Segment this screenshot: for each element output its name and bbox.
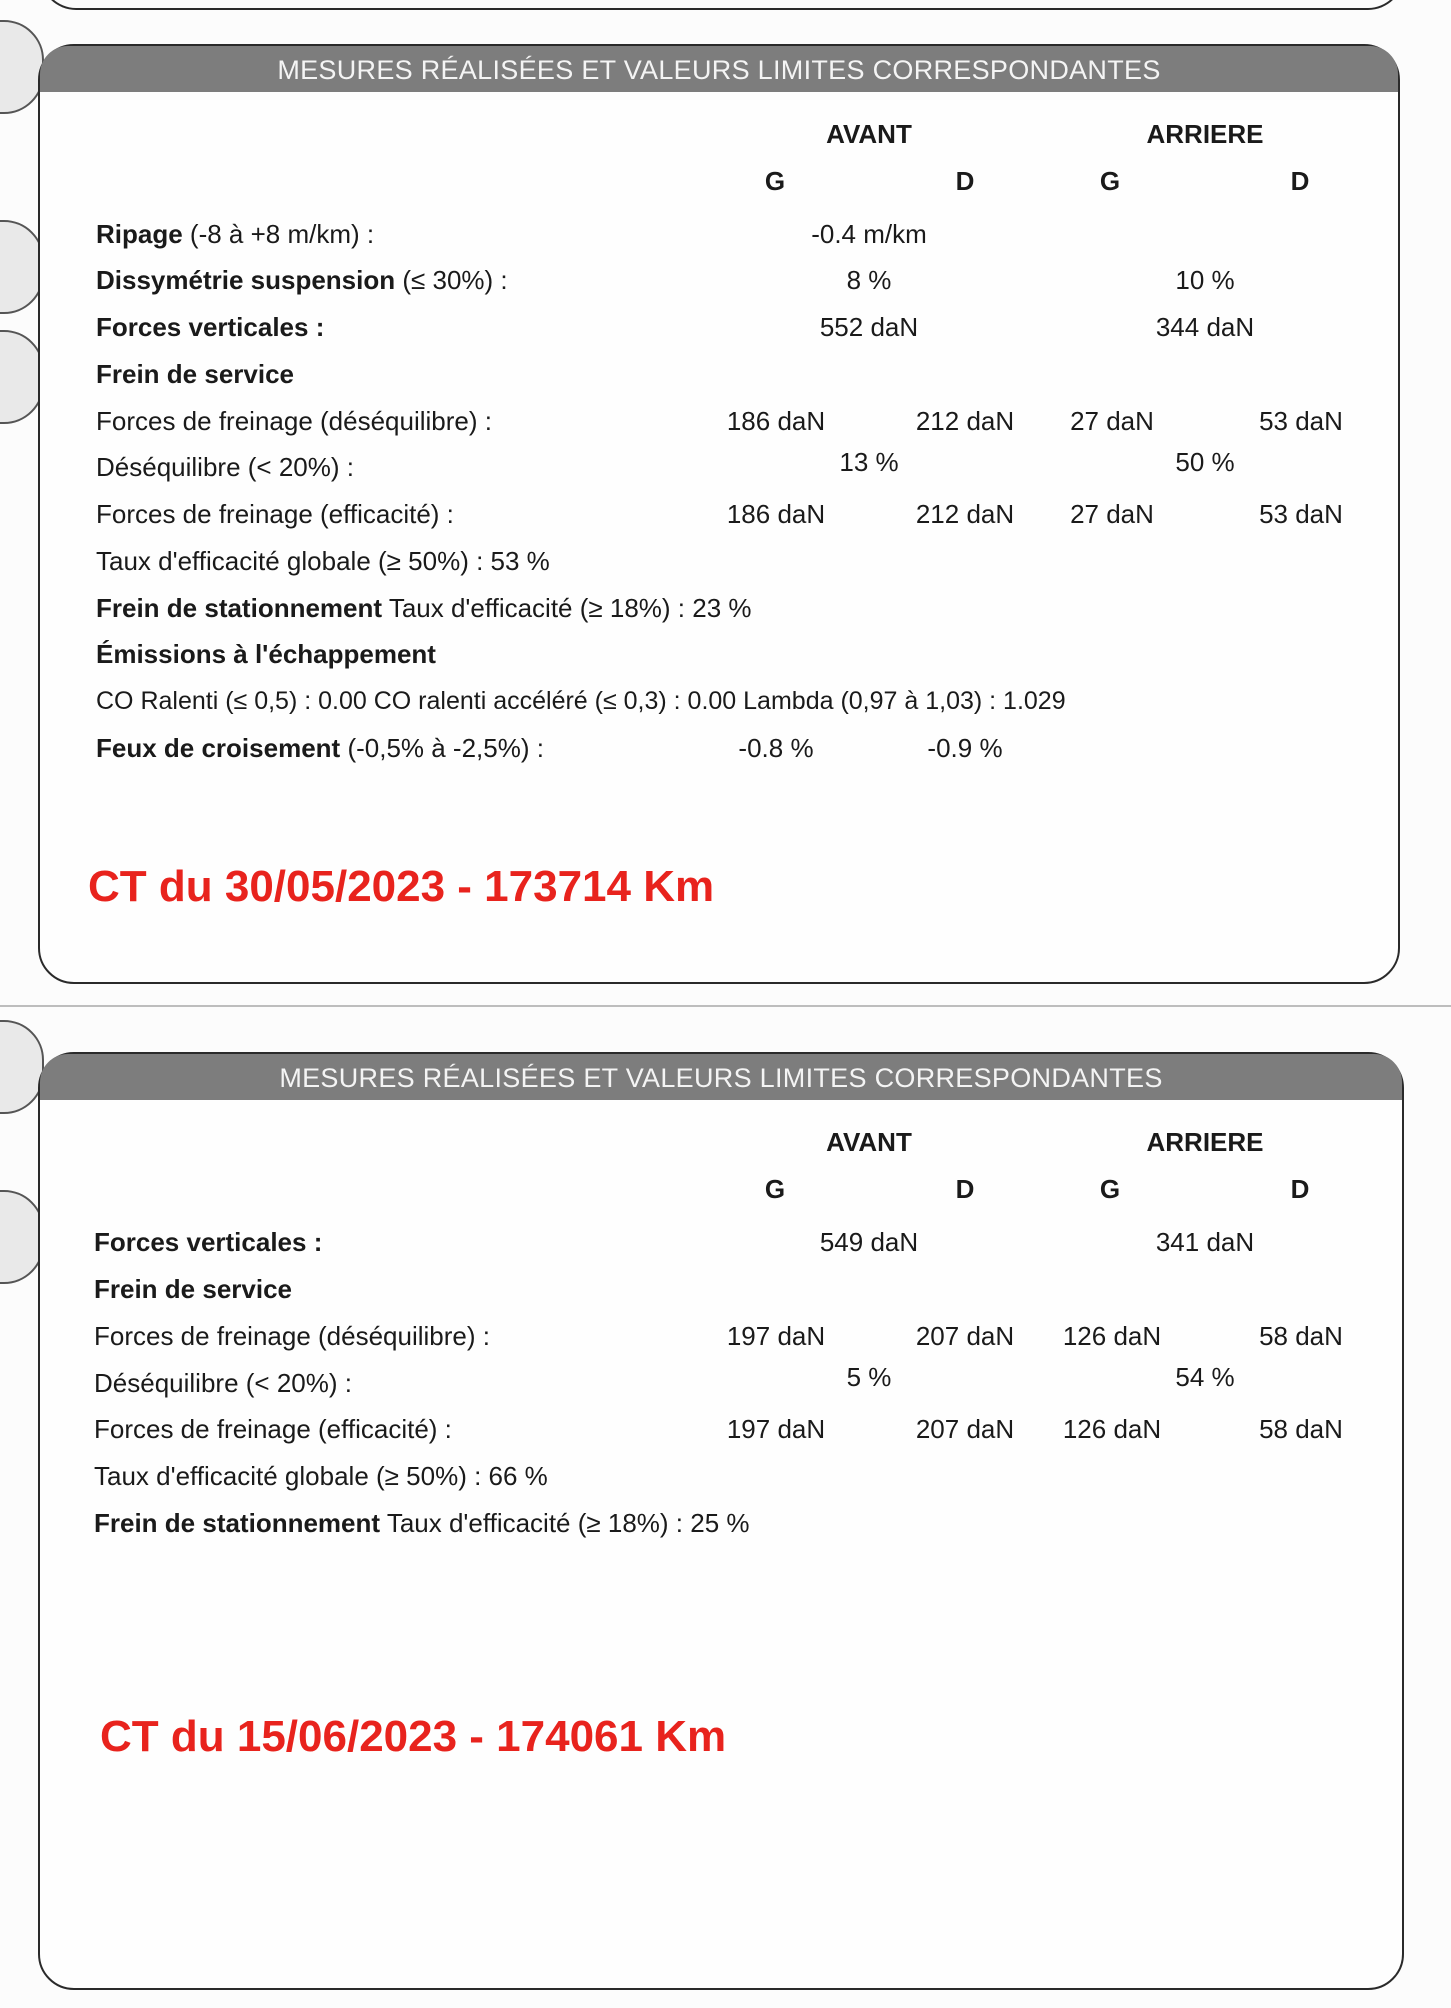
col-avant: AVANT [826,1127,912,1157]
forces-verticales-arriere: 341 daN [1155,1227,1255,1257]
col-avant: AVANT [826,119,912,149]
desequilibre-arriere: 50 % [1175,447,1235,477]
forces-freinage-eff-value: 186 daN [726,499,826,529]
forces-freinage-deseq-value: 27 daN [1070,406,1154,436]
forces-freinage-deseq-value: 126 daN [1062,1321,1162,1351]
dissymetrie-arriere: 10 % [1175,265,1235,295]
col-arriere: ARRIERE [1146,119,1264,149]
ripage-row [96,218,374,250]
dissymetrie-avant: 8 % [846,265,892,295]
ripage-label: Ripage [96,219,183,249]
desequilibre-label: Déséquilibre (< 20%) : [94,1368,352,1398]
feux-croisement-row [96,732,544,764]
forces-freinage-deseq-value: 58 daN [1259,1321,1343,1351]
desequilibre-avant: 13 % [839,447,899,477]
forces-verticales-label: Forces verticales : [94,1227,323,1257]
forces-verticales-label: Forces verticales : [96,312,325,342]
feux-croisement-limit: (-0,5% à -2,5%) : [347,733,544,763]
forces-freinage-deseq-value: 197 daN [726,1321,826,1351]
taux-efficacite-globale: Taux d'efficacité globale (≥ 50%) : 66 % [94,1461,548,1491]
forces-freinage-eff-value: 58 daN [1259,1414,1343,1444]
col-arriere: ARRIERE [1146,1127,1264,1157]
forces-freinage-eff-value: 53 daN [1259,499,1343,529]
forces-freinage-eff-value: 207 daN [915,1414,1015,1444]
forces-freinage-eff-value: 212 daN [915,499,1015,529]
feux-croisement-left: -0.8 % [738,733,814,763]
forces-freinage-deseq-label: Forces de freinage (déséquilibre) : [94,1321,490,1351]
frein-stationnement-row [94,1507,750,1539]
col-avant-g: G [764,166,786,196]
ct-date-stamp: CT du 15/06/2023 - 174061 Km [100,1712,727,1761]
emissions-label: Émissions à l'échappement [96,639,436,669]
forces-verticales-avant: 552 daN [819,312,919,342]
col-avant-d: D [955,166,975,196]
col-arriere-d: D [1290,166,1310,196]
col-arriere-d: D [1290,1174,1310,1204]
col-avant-d: D [955,1174,975,1204]
scan-divider [0,1005,1451,1007]
emissions-values: CO Ralenti (≤ 0,5) : 0.00 CO ralenti accéléré (≤ 0,3) : 0.00 Lambda (0,97 à 1,03) : 1.029 [96,687,1066,715]
frein-stationnement-label: Frein de stationnement [96,593,383,623]
frein-service-label: Frein de service [94,1274,292,1304]
frein-stationnement-row [96,592,752,624]
ct-date-stamp: CT du 30/05/2023 - 173714 Km [88,862,715,911]
ripage-limit: (-8 à +8 m/km) : [189,219,375,249]
forces-freinage-deseq-value: 186 daN [726,406,826,436]
feux-croisement-label: Feux de croisement [96,733,341,763]
feux-croisement-right: -0.9 % [927,733,1003,763]
col-arriere-g: G [1099,1174,1121,1204]
forces-verticales-arriere: 344 daN [1155,312,1255,342]
frein-stationnement-value: Taux d'efficacité (≥ 18%) : 23 % [388,593,752,623]
forces-freinage-eff-value: 197 daN [726,1414,826,1444]
forces-freinage-deseq-value: 207 daN [915,1321,1015,1351]
col-avant-g: G [764,1174,786,1204]
dissymetrie-label: Dissymétrie suspension [96,265,396,295]
forces-freinage-eff-value: 27 daN [1070,499,1154,529]
forces-freinage-deseq-value: 53 daN [1259,406,1343,436]
desequilibre-label: Déséquilibre (< 20%) : [96,452,354,482]
dissymetrie-limit: (≤ 30%) : [402,265,508,295]
forces-freinage-deseq-value: 212 daN [915,406,1015,436]
forces-freinage-eff-value: 126 daN [1062,1414,1162,1444]
dissymetrie-row [96,264,508,296]
report-header: MESURES RÉALISÉES ET VALEURS LIMITES CORRESPONDANTES [40,46,1398,92]
forces-freinage-eff-label: Forces de freinage (efficacité) : [94,1414,452,1444]
forces-freinage-deseq-label: Forces de freinage (déséquilibre) : [96,406,492,436]
forces-freinage-eff-label: Forces de freinage (efficacité) : [96,499,454,529]
frein-stationnement-label: Frein de stationnement [94,1508,381,1538]
desequilibre-avant: 5 % [846,1362,892,1392]
frein-service-label: Frein de service [96,359,294,389]
col-arriere-g: G [1099,166,1121,196]
frein-stationnement-value: Taux d'efficacité (≥ 18%) : 25 % [386,1508,750,1538]
forces-verticales-avant: 549 daN [819,1227,919,1257]
ripage-value: -0.4 m/km [811,219,927,249]
desequilibre-arriere: 54 % [1175,1362,1235,1392]
taux-efficacite-globale: Taux d'efficacité globale (≥ 50%) : 53 % [96,546,550,576]
previous-card-edge [40,0,1404,10]
report-header: MESURES RÉALISÉES ET VALEURS LIMITES CORRESPONDANTES [40,1054,1402,1100]
